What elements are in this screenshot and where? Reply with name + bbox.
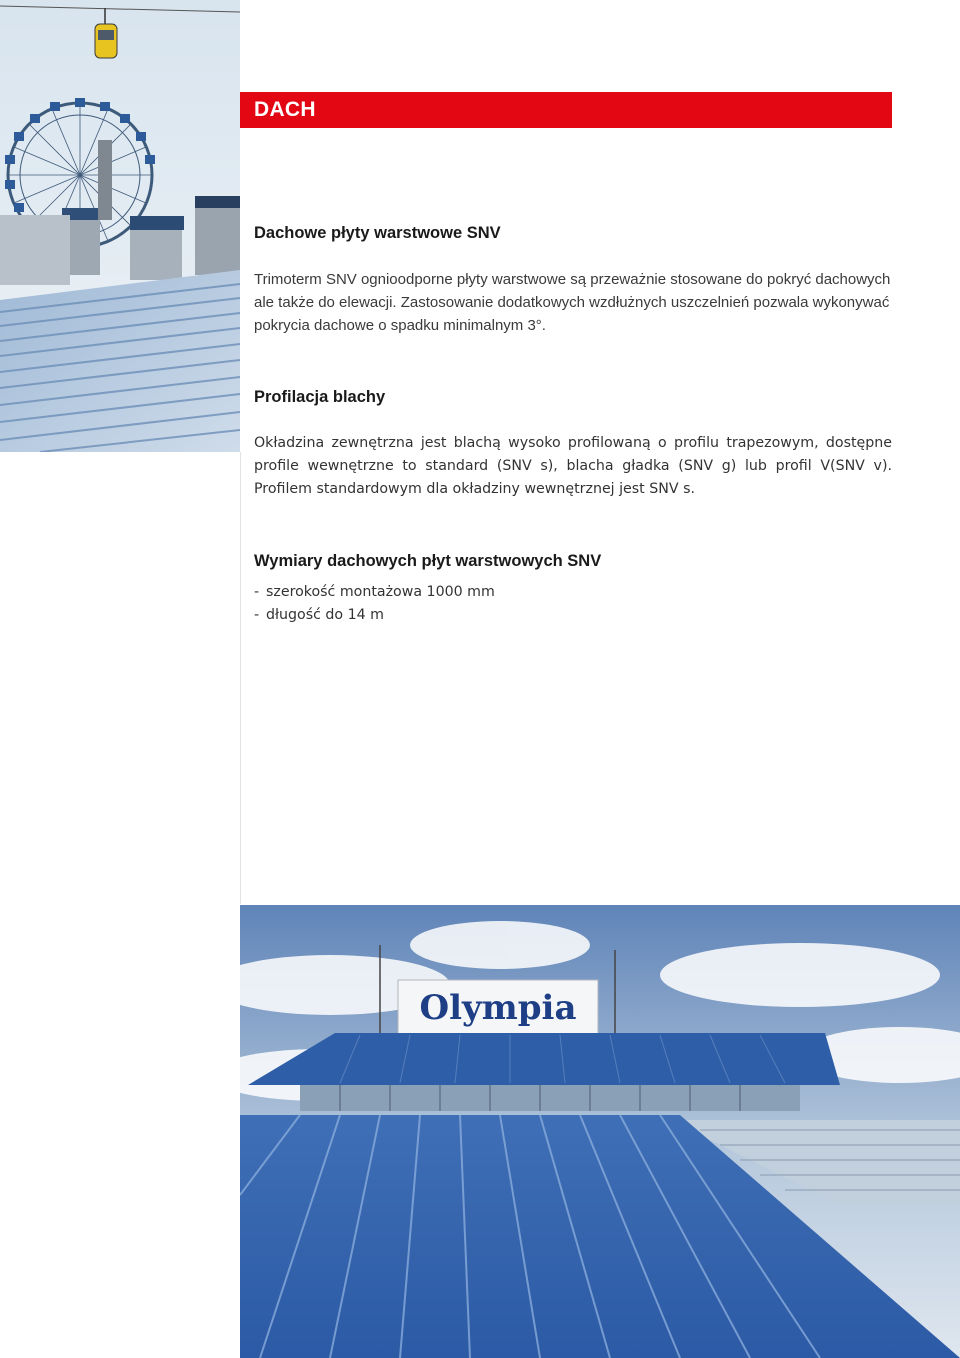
page-title: DACH xyxy=(254,98,316,121)
roof-photo-olympia xyxy=(240,905,960,1358)
section-heading: Dachowe płyty warstwowe SNV xyxy=(254,224,501,242)
section-heading: Wymiary dachowych płyt warstwowych SNV xyxy=(254,552,602,570)
section-paragraph: Okładzina zewnętrzna jest blachą wysoko profilowaną o profilu trapezowym, dostępne profile wewnętrzne to standard (SNV s), blacha gładka (SNV g) lub profil V(SNV v). Profilem standardowym dla okładziny wewnętrznej jest SNV s. xyxy=(254,435,892,497)
dimensions-list xyxy=(254,581,892,627)
section-sheet-profiling xyxy=(254,388,892,407)
roof-photo-ferris-wheel xyxy=(0,0,240,452)
section-header-band xyxy=(240,92,892,128)
section-heading: Profilacja blachy xyxy=(254,388,386,406)
list-item: - długość do 14 m xyxy=(254,607,384,623)
section-sheet-profiling-body xyxy=(254,432,892,501)
list-item: - szerokość montażowa 1000 mm xyxy=(254,584,495,600)
section-roof-panels xyxy=(254,224,892,243)
column-divider xyxy=(240,452,241,904)
section-dimensions-list xyxy=(254,581,892,627)
section-dimensions xyxy=(254,552,892,571)
section-paragraph: Trimoterm SNV ognioodporne płyty warstwowe są przeważnie stosowane do pokryć dachowych ale także do elewacji. Zastosowanie dodatkowych wzdłużnych uszczelnień pozwala wykonywać pokrycia dachowe o spadku minimalnym 3°. xyxy=(254,271,891,334)
section-roof-panels-body xyxy=(254,268,892,337)
olympia-sign-text: Olympia xyxy=(419,988,577,1028)
